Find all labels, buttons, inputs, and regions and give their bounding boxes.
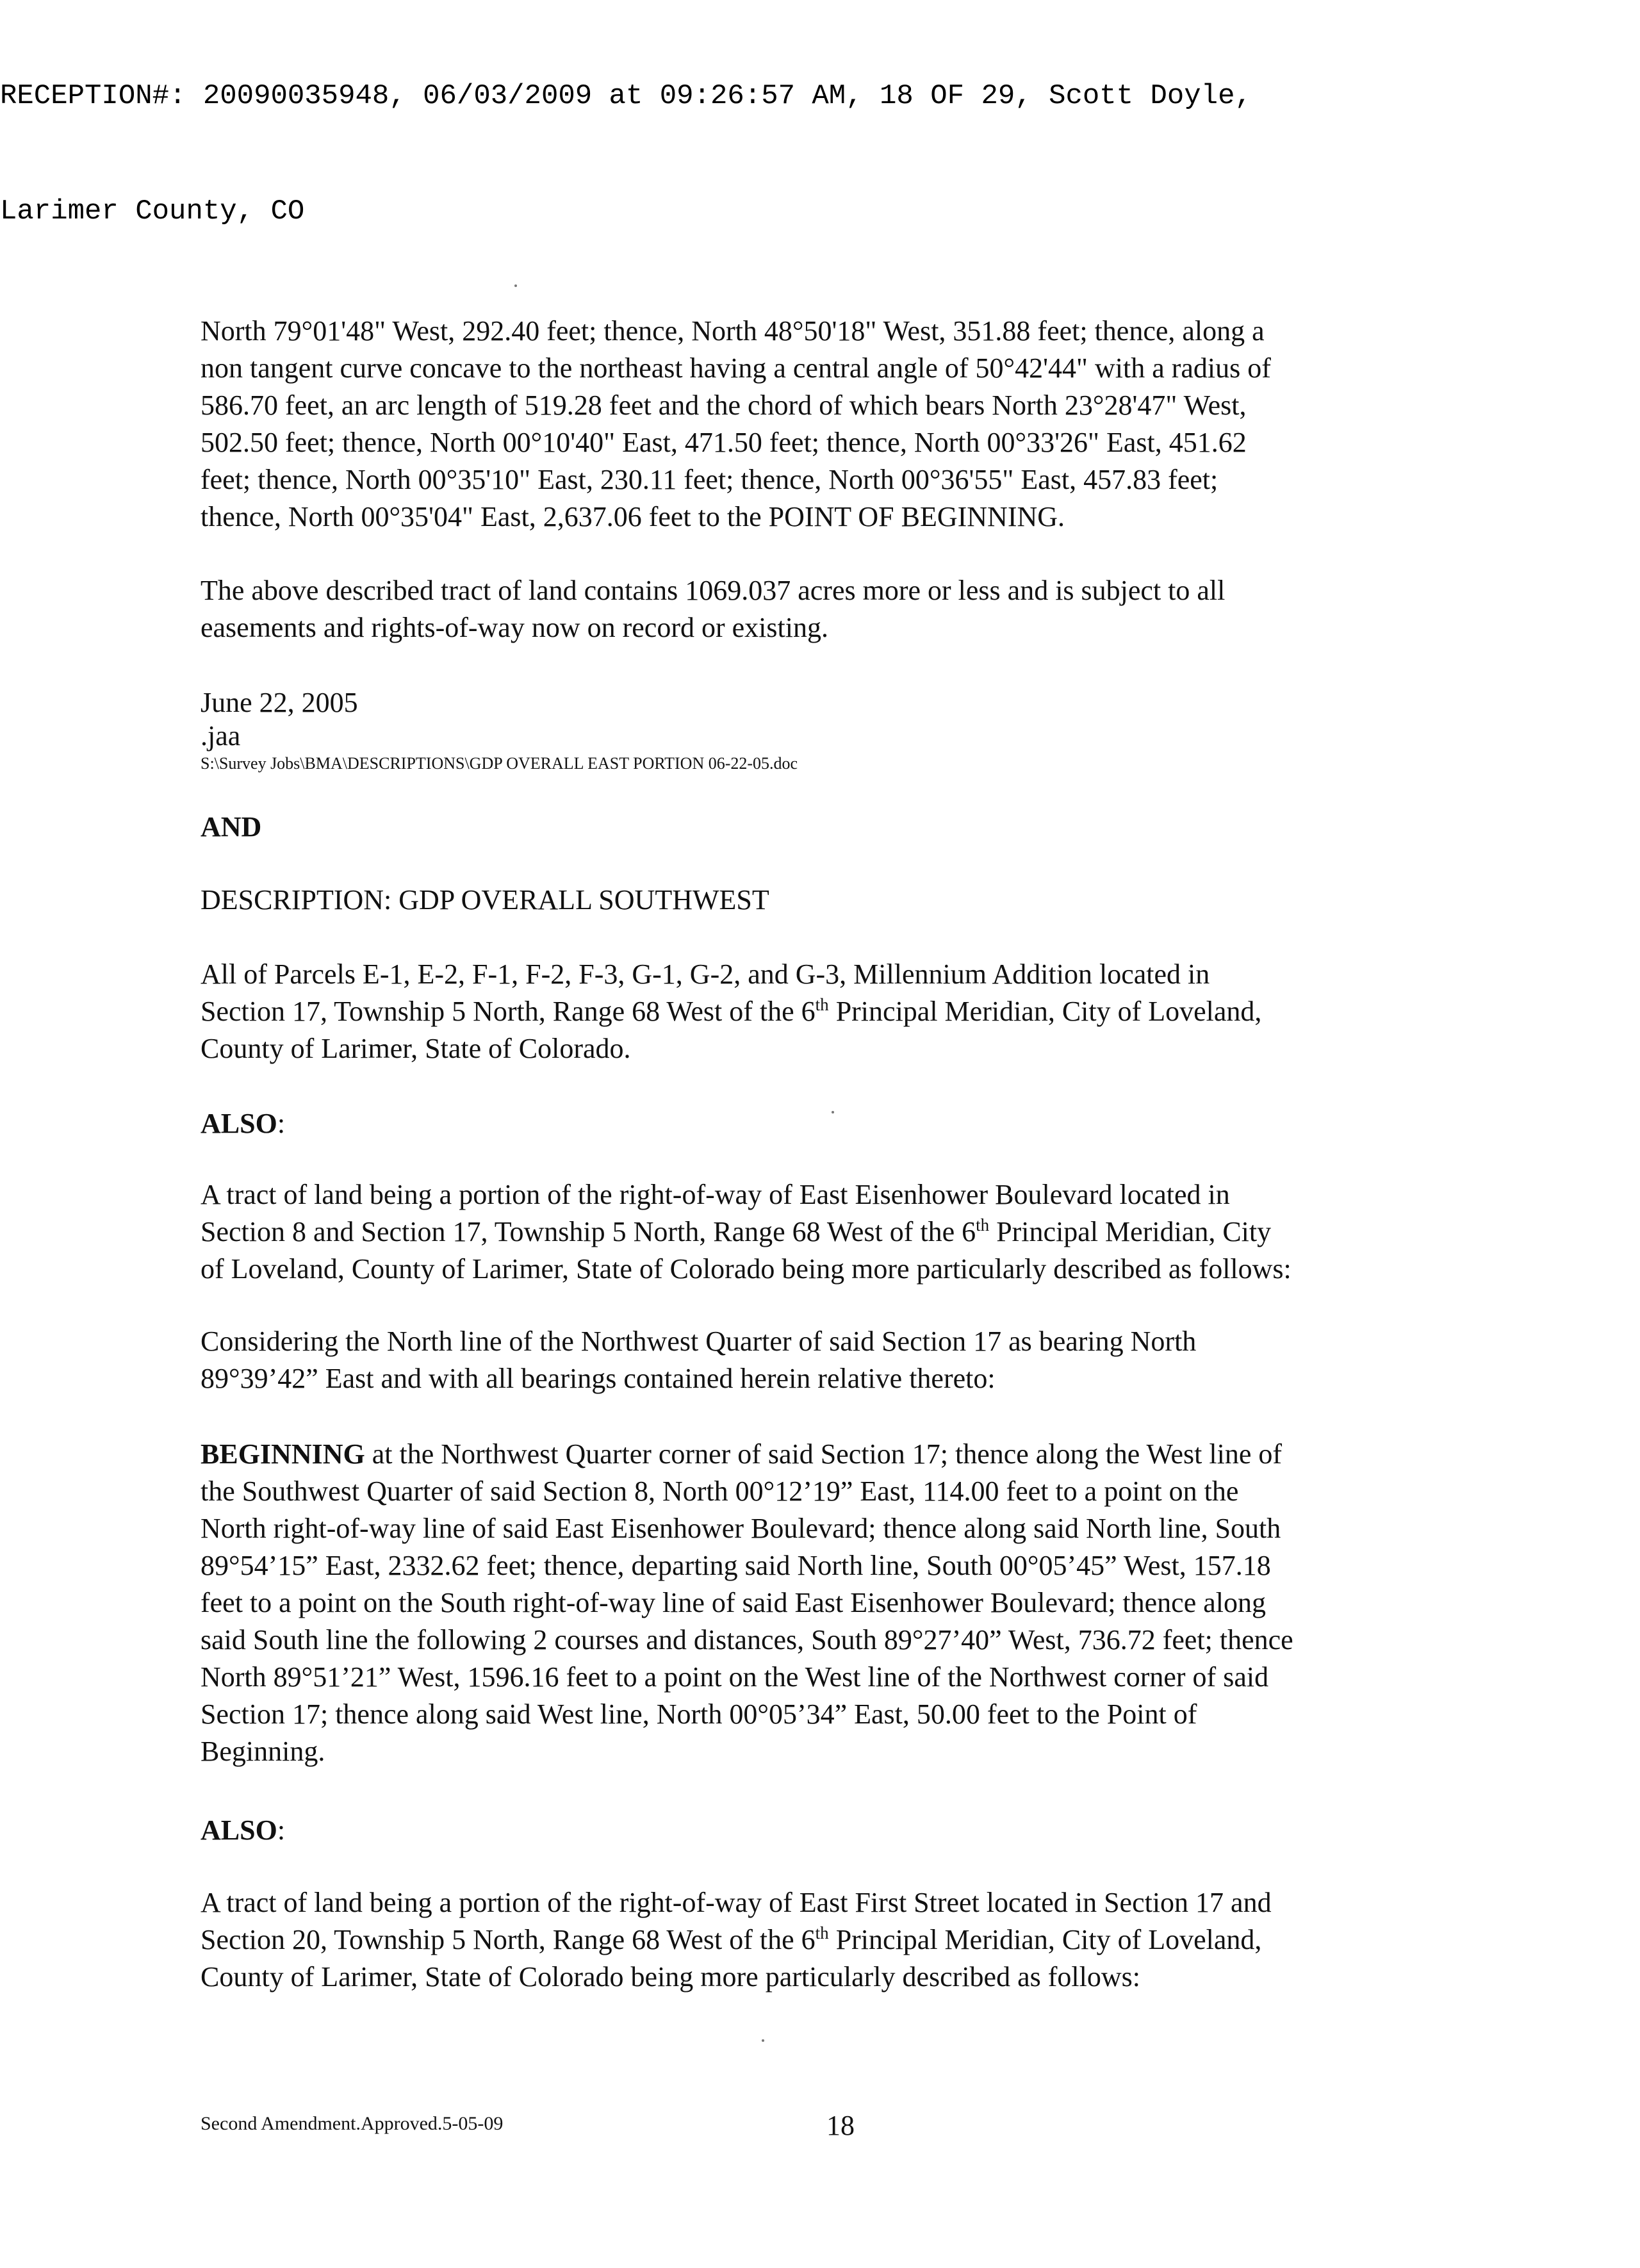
parcels-paragraph (201, 956, 1501, 1067)
document-metadata (201, 684, 1501, 777)
ordinal-suffix: th (815, 1923, 829, 1943)
acreage-paragraph (201, 572, 1501, 646)
tract-line-text: Principal Meridian, City of Loveland, (828, 1924, 1262, 1955)
continued-legal-description (201, 313, 1501, 536)
acreage-line: The above described tract of land contains 1069.037 acres more or less and is subject to all (201, 575, 1226, 606)
first-street-tract-paragraph (201, 1884, 1501, 1996)
description-line: North 79°01'48" West, 292.40 feet; thence, North 48°50'18" West, 351.88 feet; thence, along a (201, 315, 1265, 347)
beginning-line (201, 1436, 1501, 1473)
eisenhower-tract-paragraph (201, 1176, 1501, 1288)
tract-line (201, 1921, 1501, 1959)
description-line: feet; thence, North 00°35'10" East, 230.11 feet; thence, North 00°36'55" East, 457.83 feet; (201, 464, 1218, 495)
beginning-paragraph (201, 1436, 1501, 1770)
beginning-line: Beginning. (201, 1736, 325, 1767)
also-heading-1 (201, 1105, 1501, 1142)
beginning-line: North 89°51’21” West, 1596.16 feet to a point on the West line of the Northwest corner of said (201, 1661, 1269, 1693)
document-date: June 22, 2005 (201, 687, 358, 718)
scan-speck (514, 284, 517, 287)
beginning-line: the Southwest Quarter of said Section 8, North 00°12’19” East, 114.00 feet to a point on the (201, 1475, 1239, 1507)
tract-line: County of Larimer, State of Colorado being more particularly described as follows: (201, 1961, 1140, 1993)
also-colon: : (277, 1108, 286, 1139)
also-heading-2 (201, 1812, 1501, 1849)
tract-line: A tract of land being a portion of the right-of-way of East Eisenhower Boulevard located in (201, 1179, 1230, 1210)
reception-line-1: RECEPTION#: 20090035948, 06/03/2009 at 09:26:57 AM, 18 OF 29, Scott Doyle, (0, 80, 1252, 112)
description-line: thence, North 00°35'04" East, 2,637.06 feet to the POINT OF BEGINNING. (201, 501, 1065, 532)
description-line: non tangent curve concave to the northeast having a central angle of 50°42'44" with a radius of (201, 352, 1271, 384)
tract-line (201, 1213, 1501, 1251)
description-line: 502.50 feet; thence, North 00°10'40" East, 471.50 feet; thence, North 00°33'26" East, 451.62 (201, 427, 1247, 458)
reception-stamp (0, 0, 1473, 308)
and-heading: AND (201, 811, 262, 842)
acreage-line: easements and rights-of-way now on record or existing. (201, 612, 828, 643)
parcels-line (201, 993, 1501, 1030)
also-label: ALSO (201, 1108, 277, 1139)
tract-line: A tract of land being a portion of the right-of-way of East First Street located in Section 17 and (201, 1887, 1272, 1918)
also-colon: : (277, 1814, 286, 1846)
beginning-line: feet to a point on the South right-of-way line of said East Eisenhower Boulevard; thence along (201, 1587, 1266, 1618)
ordinal-suffix: th (976, 1215, 990, 1235)
beginning-line-text: at the Northwest Quarter corner of said Section 17; thence along the West line of (365, 1438, 1283, 1470)
reception-line-2: Larimer County, CO (0, 195, 305, 227)
tract-line-text: Section 8 and Section 17, Township 5 North, Range 68 West of the 6 (201, 1216, 976, 1247)
considering-paragraph (201, 1323, 1501, 1397)
tract-line: of Loveland, County of Larimer, State of Colorado being more particularly described as follows: (201, 1253, 1292, 1285)
description-line: 586.70 feet, an arc length of 519.28 feet and the chord of which bears North 23°28'47" West, (201, 390, 1247, 421)
parcels-line-text: Section 17, Township 5 North, Range 68 West of the 6 (201, 996, 816, 1027)
scan-speck (832, 1111, 834, 1113)
parcels-line: County of Larimer, State of Colorado. (201, 1033, 631, 1064)
considering-line: Considering the North line of the Northwest Quarter of said Section 17 as bearing North (201, 1326, 1197, 1357)
file-path: S:\Survey Jobs\BMA\DESCRIPTIONS\GDP OVERALL EAST PORTION 06-22-05.doc (201, 754, 798, 773)
beginning-line: Section 17; thence along said West line, North 00°05’34” East, 50.00 feet to the Point of (201, 1698, 1197, 1730)
parcels-line: All of Parcels E-1, E-2, F-1, F-2, F-3, G-1, G-2, and G-3, Millennium Addition located in (201, 958, 1210, 990)
beginning-line: North right-of-way line of said East Eisenhower Boulevard; thence along said North line, South (201, 1513, 1281, 1544)
tract-line-text: Section 20, Township 5 North, Range 68 West of the 6 (201, 1924, 816, 1955)
page-number: 18 (826, 2110, 855, 2141)
description-heading: DESCRIPTION: GDP OVERALL SOUTHWEST (201, 884, 769, 916)
also-label: ALSO (201, 1814, 277, 1846)
beginning-line: said South line the following 2 courses and distances, South 89°27’40” West, 736.72 feet; thence (201, 1624, 1293, 1656)
scan-speck (762, 2039, 764, 2042)
beginning-line: 89°54’15” East, 2332.62 feet; thence, departing said North line, South 00°05’45” West, 157.18 (201, 1550, 1271, 1581)
tract-line-text: Principal Meridian, City (989, 1216, 1272, 1247)
beginning-label: BEGINNING (201, 1438, 365, 1470)
author-initials: .jaa (201, 720, 241, 752)
parcels-line-text: Principal Meridian, City of Loveland, (828, 996, 1262, 1027)
footer-document-name: Second Amendment.Approved.5-05-09 (201, 2113, 504, 2134)
considering-line: 89°39’42” East and with all bearings contained herein relative thereto: (201, 1363, 996, 1394)
ordinal-suffix: th (815, 995, 829, 1014)
